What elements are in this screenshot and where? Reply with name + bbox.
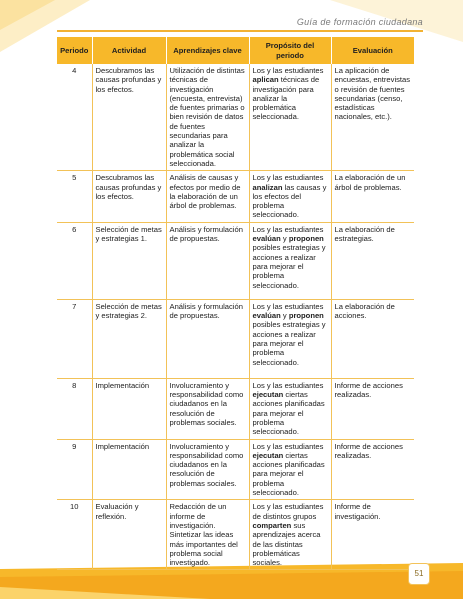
- cell-periodo: 10: [57, 500, 92, 570]
- cell-proposito: Los y las estudiantes evalúan y proponen posibles estrategias y acciones a realizar para mejorar el problema seleccionado.: [249, 299, 331, 378]
- cell-proposito: Los y las estudiantes aplican técnicas de investigación para analizar la problemática seleccionada.: [249, 64, 331, 171]
- column-header-periodo: Periodo: [57, 37, 92, 64]
- page-number: 51: [408, 563, 430, 585]
- cell-periodo: 5: [57, 171, 92, 222]
- cell-aprendizajes: Involucramiento y responsabilidad como ciudadanos en la resolución de problemas sociales.: [166, 378, 249, 439]
- cell-proposito: Los y las estudiantes de distintos grupos comparten sus aprendizajes acerca de las distintas problemáticas sociales.: [249, 500, 331, 570]
- cell-actividad: Descubramos las causas profundas y los efectos.: [92, 64, 166, 171]
- cell-aprendizajes: Redacción de un informe de investigación. Sintetizar las ideas más importantes del problema social investigado.: [166, 500, 249, 570]
- cell-periodo: 4: [57, 64, 92, 171]
- cell-proposito: Los y las estudiantes ejecutan ciertas acciones planificadas para mejorar el problema seleccionado.: [249, 439, 331, 500]
- cell-periodo: 6: [57, 222, 92, 299]
- cell-proposito: Los y las estudiantes ejecutan ciertas acciones planificadas para mejorar el problema seleccionado.: [249, 378, 331, 439]
- cell-aprendizajes: Utilización de distintas técnicas de investigación (encuesta, entrevista) de fuentes primarias o bien revisión de datos de fuentes secundarias para analizar la problemática social seleccionada.: [166, 64, 249, 171]
- cell-evaluacion: Informe de investigación.: [331, 500, 414, 570]
- column-header-evaluacion: Evaluación: [331, 37, 414, 64]
- cell-aprendizajes: Análisis de causas y efectos por medio de la elaboración de un árbol de problemas.: [166, 171, 249, 222]
- cell-aprendizajes: Análisis y formulación de propuestas.: [166, 222, 249, 299]
- table-row: [57, 439, 414, 500]
- table-row: [57, 299, 414, 378]
- column-header-actividad: Actividad: [92, 37, 166, 64]
- cell-aprendizajes: Involucramiento y responsabilidad como ciudadanos en la resolución de problemas sociales.: [166, 439, 249, 500]
- cell-proposito: Los y las estudiantes evalúan y proponen posibles estrategias y acciones a realizar para mejorar el problema seleccionado.: [249, 222, 331, 299]
- cell-periodo: 9: [57, 439, 92, 500]
- cell-evaluacion: La elaboración de acciones.: [331, 299, 414, 378]
- column-header-proposito: Propósito del periodo: [249, 37, 331, 64]
- learning-plan-table: [57, 37, 414, 570]
- column-header-aprendizajes: Aprendizajes clave: [166, 37, 249, 64]
- table-row: [57, 64, 414, 171]
- cell-actividad: Implementación: [92, 439, 166, 500]
- header-title: Guía de formación ciudadana: [296, 17, 423, 27]
- cell-actividad: Selección de metas y estrategias 2.: [92, 299, 166, 378]
- cell-actividad: Selección de metas y estrategias 1.: [92, 222, 166, 299]
- cell-periodo: 7: [57, 299, 92, 378]
- cell-proposito: Los y las estudiantes analizan las causas y los efectos del problema seleccionado.: [249, 171, 331, 222]
- cell-actividad: Implementación: [92, 378, 166, 439]
- cell-actividad: Evaluación y reflexión.: [92, 500, 166, 570]
- table-header-row: [57, 37, 414, 64]
- table-row: [57, 378, 414, 439]
- table-row: [57, 500, 414, 570]
- cell-evaluacion: Informe de acciones realizadas.: [331, 378, 414, 439]
- cell-evaluacion: Informe de acciones realizadas.: [331, 439, 414, 500]
- cell-evaluacion: La aplicación de encuestas, entrevistas o revisión de fuentes secundarias (censo, estadísticas nacionales, etc.).: [331, 64, 414, 171]
- cell-periodo: 8: [57, 378, 92, 439]
- cell-evaluacion: La elaboración de un árbol de problemas.: [331, 171, 414, 222]
- table-row: [57, 222, 414, 299]
- cell-actividad: Descubramos las causas profundas y los efectos.: [92, 171, 166, 222]
- cell-aprendizajes: Análisis y formulación de propuestas.: [166, 299, 249, 378]
- header-rule: [57, 30, 423, 32]
- table-row: [57, 171, 414, 222]
- cell-evaluacion: La elaboración de estrategias.: [331, 222, 414, 299]
